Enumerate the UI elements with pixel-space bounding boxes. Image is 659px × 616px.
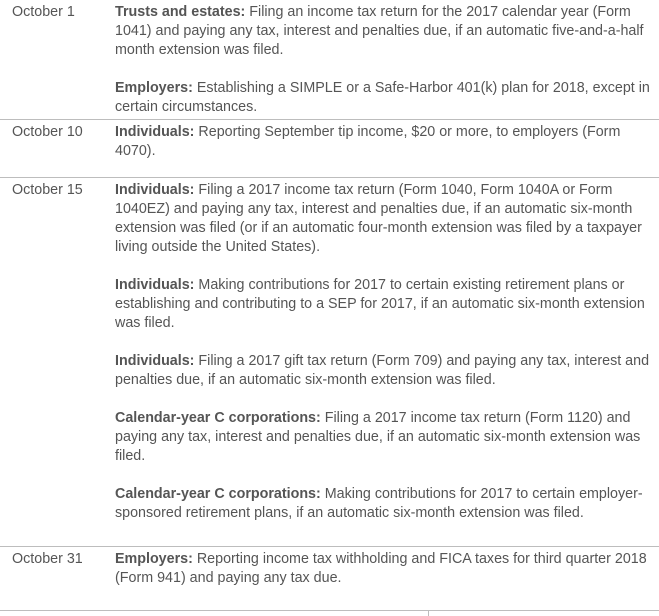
taxpayer-type: Trusts and estates: xyxy=(115,4,246,20)
deadline-entries xyxy=(115,3,651,117)
deadline-description: Filing a 2017 income tax return (Form 1040, Form 1040A or Form 1040EZ) and paying any tax, interest and penalties due, if an automatic six-month extension was filed (or if an automatic four-month extension was filed by a taxpayer living outside the United States). xyxy=(115,182,642,255)
taxpayer-type: Individuals: xyxy=(115,277,195,293)
taxpayer-type: Calendar-year C corporations: xyxy=(115,410,321,426)
taxpayer-type: Calendar-year C corporations: xyxy=(115,486,321,502)
taxpayer-type: Employers: xyxy=(115,80,193,96)
deadline-entries xyxy=(115,123,651,161)
deadline-description: Filing an income tax return for the 2017 calendar year (Form 1041) and paying any tax, interest and penalties due, if an automatic five-and-a-half month extension was filed. xyxy=(115,4,644,58)
row-divider xyxy=(0,119,659,120)
deadline-entry xyxy=(115,485,651,523)
deadline-description: Reporting September tip income, $20 or more, to employers (Form 4070). xyxy=(115,124,621,159)
taxpayer-type: Individuals: xyxy=(115,124,195,140)
deadline-entry xyxy=(115,352,651,390)
deadline-entry xyxy=(115,79,651,117)
deadline-date: October 1 xyxy=(12,4,75,20)
deadline-entry xyxy=(115,123,651,161)
taxpayer-type: Individuals: xyxy=(115,353,195,369)
deadline-entry xyxy=(115,550,651,588)
deadline-description: Establishing a SIMPLE or a Safe-Harbor 401(k) plan for 2018, except in certain circumstances. xyxy=(115,80,650,115)
deadline-date: October 31 xyxy=(12,551,83,567)
deadline-description: Filing a 2017 income tax return (Form 1120) and paying any tax, interest and penalties due, if an automatic six-month extension was filed. xyxy=(115,410,641,464)
deadline-date: October 10 xyxy=(12,124,83,140)
taxpayer-type: Employers: xyxy=(115,551,193,567)
deadline-entry xyxy=(115,181,651,257)
row-divider xyxy=(0,546,659,547)
taxpayer-type: Individuals: xyxy=(115,182,195,198)
deadline-entries xyxy=(115,550,651,588)
row-divider xyxy=(0,177,659,178)
deadline-entry xyxy=(115,409,651,466)
deadline-description: Filing a 2017 gift tax return (Form 709) and paying any tax, interest and penalties due, if an automatic six-month extension was filed. xyxy=(115,353,650,388)
deadline-description: Reporting income tax withholding and FICA taxes for third quarter 2018 (Form 941) and paying any tax due. xyxy=(115,551,647,586)
deadline-description: Making contributions for 2017 to certain employer-sponsored retirement plans, if an automatic six-month extension was filed. xyxy=(115,486,643,521)
row-divider xyxy=(0,610,659,611)
deadline-entry xyxy=(115,276,651,333)
deadline-entry xyxy=(115,3,651,60)
deadline-entries xyxy=(115,181,651,523)
deadline-description: Making contributions for 2017 to certain existing retirement plans or establishing and contributing to a SEP for 2017, if an automatic six-month extension was filed. xyxy=(115,277,645,331)
column-tick xyxy=(428,610,429,616)
deadline-date: October 15 xyxy=(12,182,83,198)
